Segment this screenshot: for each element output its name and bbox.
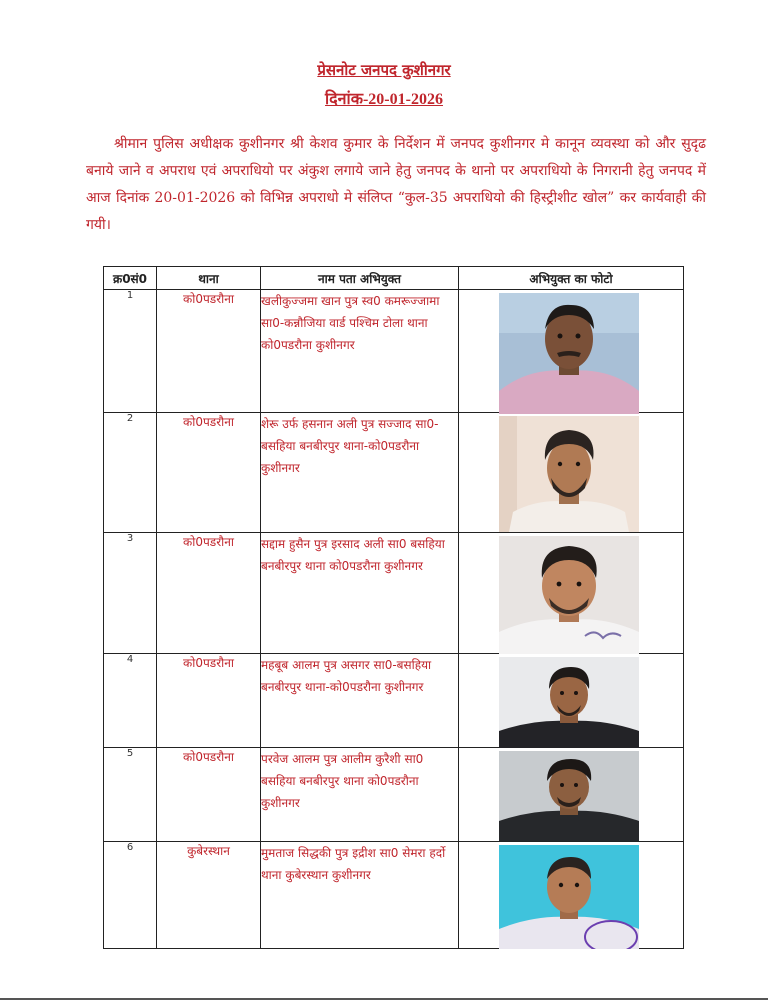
- press-note-date: दिनांक-20-01-2026: [325, 91, 443, 108]
- name-address-cell: शेरू उर्फ हसनान अली पुत्र सज्जाद सा0-बसहिया बनबीरपुर थाना-को0पडरौना कुशीनगर: [261, 413, 459, 533]
- table-row: [104, 748, 684, 842]
- accused-photo: [499, 845, 639, 949]
- table-row: [104, 533, 684, 654]
- photo-cell: [459, 413, 684, 533]
- table-row: [104, 413, 684, 533]
- accused-photo: [499, 536, 639, 654]
- station-cell: को0पडरौना: [157, 654, 261, 748]
- serial-cell: 3: [104, 533, 157, 654]
- table-row: [104, 290, 684, 413]
- photo-cell: [459, 748, 684, 842]
- press-note-paragraph: श्रीमान पुलिस अधीक्षक कुशीनगर श्री केशव कुमार के निर्देशन में जनपद कुशीनगर मे कानून व्यवस्था को और सुदृढ बनाये जाने व अपराध एवं अपराधियो पर अंकुश लगाये जाने हेतु जनपद के थानो पर अपराधियो के निगरानी हेतु जनपद में आज दिनांक 20-01-2026 को विभिन्न अपराधो मे संलिप्त “कुल-35 अपराधियो की हिस्ट्रीशीट खोल” कर कार्यवाही की गयी।: [86, 136, 706, 233]
- table-row: [104, 842, 684, 949]
- station-cell: को0पडरौना: [157, 533, 261, 654]
- accused-photo: [499, 293, 639, 414]
- station-cell: को0पडरौना: [157, 413, 261, 533]
- name-address-cell: मुमताज सिद्धकी पुत्र इद्रीश सा0 सेमरा हर्दो थाना कुबेरस्थान कुशीनगर: [261, 842, 459, 949]
- photo-cell: [459, 654, 684, 748]
- accused-photo: [499, 751, 639, 841]
- page-bottom-divider: [0, 998, 768, 1000]
- serial-cell: 2: [104, 413, 157, 533]
- accused-photo: [499, 416, 639, 532]
- serial-cell: 6: [104, 842, 157, 949]
- station-cell: कुबेरस्थान: [157, 842, 261, 949]
- station-cell: को0पडरौना: [157, 290, 261, 413]
- photo-cell: [459, 842, 684, 949]
- table-row: [104, 654, 684, 748]
- serial-cell: 1: [104, 290, 157, 413]
- photo-cell: [459, 533, 684, 654]
- serial-cell: 5: [104, 748, 157, 842]
- header-serial: क्र0सं0: [104, 267, 157, 290]
- press-note-title: प्रेसनोट जनपद कुशीनगर: [317, 61, 451, 79]
- accused-table: [103, 266, 684, 949]
- station-cell: को0पडरौना: [157, 748, 261, 842]
- serial-cell: 4: [104, 654, 157, 748]
- photo-cell: [459, 290, 684, 413]
- header-station: थाना: [157, 267, 261, 290]
- name-address-cell: खलीकुज्जमा खान पुत्र स्व0 कमरूज्जामा सा0-कन्नौजिया वार्ड पश्चिम टोला थाना को0पडरौना कुशीनगर: [261, 290, 459, 413]
- header-photo: अभियुक्त का फोटो: [459, 267, 684, 290]
- name-address-cell: महबूब आलम पुत्र असगर सा0-बसहिया बनबीरपुर थाना-को0पडरौना कुशीनगर: [261, 654, 459, 748]
- name-address-cell: सद्दाम हुसैन पुत्र इरसाद अली सा0 बसहिया बनबीरपुर थाना को0पडरौना कुशीनगर: [261, 533, 459, 654]
- accused-photo: [499, 657, 639, 748]
- table-header-row: [104, 267, 684, 290]
- header-name-address: नाम पता अभियुक्त: [261, 267, 459, 290]
- name-address-cell: परवेज आलम पुत्र आलीम कुरैशी सा0 बसहिया बनबीरपुर थाना को0पडरौना कुशीनगर: [261, 748, 459, 842]
